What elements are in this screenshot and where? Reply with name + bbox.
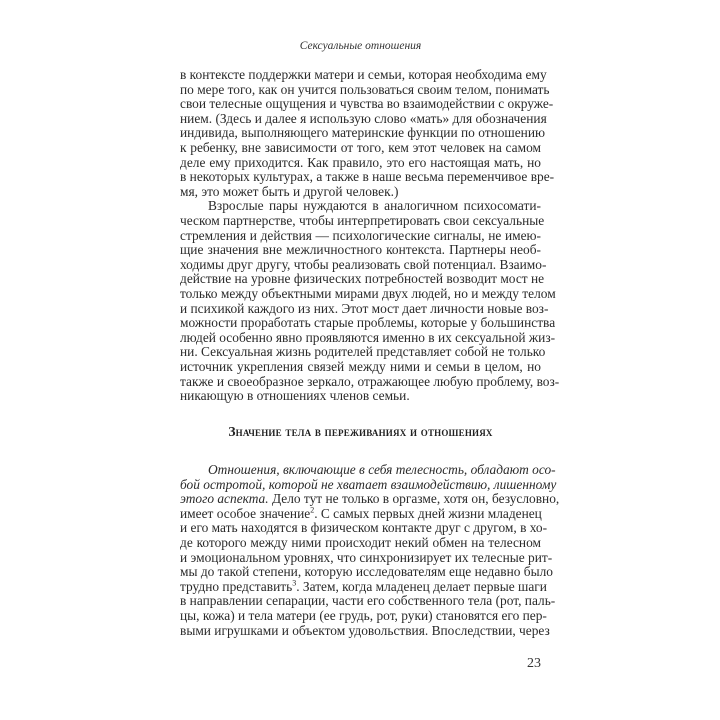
paragraph-2 xyxy=(180,198,560,404)
text-line: никающую в отношениях членов семьи. xyxy=(180,388,410,404)
section-heading: Значение тела в переживаниях и отношениях xyxy=(228,424,493,439)
text-line: действие на уровне физических потребностей возводит мост не xyxy=(180,271,545,287)
text-line: индивида, выполняющего материнские функции по отношению xyxy=(180,125,546,141)
text-line xyxy=(180,507,541,522)
book-page xyxy=(180,0,560,720)
text-line: нием. (Здесь и далее я использую слово «мать» для обозначения xyxy=(180,110,547,126)
text-line: и эмоциональном уровнях, что синхронизирует их телесные рит- xyxy=(180,549,553,565)
text-fragment: . С самых первых дней жизни младенец xyxy=(314,505,542,521)
text-line: можности проработать старые проблемы, которые у большинства xyxy=(180,315,556,331)
paragraph-3 xyxy=(180,462,560,638)
text-line: мы до такой степени, которую исследователям еще недавно было xyxy=(180,564,553,580)
page-number: 23 xyxy=(527,656,541,671)
text-line: и его мать находятся в физическом контакте друг с другом, в хо- xyxy=(180,520,548,536)
text-line: в направлении сепарации, части его собственного тела (рот, паль- xyxy=(180,593,556,609)
text-line: бой остротой, которой не хватает взаимодействию, лишенному xyxy=(180,476,557,492)
text-line: де которого между ними происходит некий обмен на телесном xyxy=(180,534,541,550)
text-line: стремления и действия — психологические сигналы, не имею- xyxy=(180,227,541,243)
paragraph-1 xyxy=(180,67,555,199)
text-fragment: . Затем, когда младенец делает первые шаги xyxy=(296,578,547,594)
text-line xyxy=(180,578,547,595)
text-line: и психикой каждого из них. Этот мост дает личности новые воз- xyxy=(180,300,549,316)
text-fragment: трудно представить xyxy=(180,578,293,594)
text-line: выми игрушками и объектом удовольствия. Впоследствии, через xyxy=(180,622,550,638)
text-line: мя, это может быть и другой человек.) xyxy=(180,183,399,199)
italic-fragment: этого аспекта. xyxy=(180,491,269,507)
text-line: ческом партнерстве, чтобы интерпретировать свои сексуальные xyxy=(180,212,545,228)
text-line: также и своеобразное зеркало, отражающее любую проблему, воз- xyxy=(180,373,560,389)
text-line: ни. Сексуальная жизнь родителей представляет собой не только xyxy=(180,344,546,360)
text-line: щие значения вне межличностного контекста. Партнеры необ- xyxy=(180,242,541,258)
text-fragment: имеет особое значение xyxy=(180,505,311,521)
text-line xyxy=(180,491,560,507)
text-fragment: Дело тут не только в оргазме, хотя он, безусловно, xyxy=(268,491,560,507)
text-line: Отношения, включающие в себя телесность, обладают осо- xyxy=(208,462,556,477)
text-line: людей особенно явно проявляются именно в их сексуальной жиз- xyxy=(180,329,556,345)
text-line: источник укрепления связей между ними и семьи в целом, но xyxy=(180,358,541,374)
text-line: к ребенку, вне зависимости от того, кем этот человек на самом xyxy=(180,139,541,155)
text-line: ходимы друг другу, чтобы реализовать свой потенциал. Взаимо- xyxy=(180,256,547,272)
text-line: цы, кожа) и тела матери (ее грудь, рот, руки) становятся его пер- xyxy=(180,607,547,623)
footnote-ref-2[interactable]: 2 xyxy=(310,505,315,515)
text-line: по мере того, как он учится пользоваться своим телом, понимать xyxy=(180,81,550,97)
footnote-ref-3[interactable]: 3 xyxy=(292,578,297,588)
text-line: свои телесные ощущения и чувства во взаимодействии с окруже- xyxy=(180,96,554,112)
text-line: деле ему приходится. Как правило, это его настоящая мать, но xyxy=(180,154,541,170)
running-head: Сексуальные отношения xyxy=(299,40,422,52)
text-line: только между объектными мирами двух людей, но и между телом xyxy=(180,285,556,301)
text-line: в некоторых культурах, а также в наше весьма переменчивое вре- xyxy=(180,169,555,185)
text-line: в контексте поддержки матери и семьи, которая необходима ему xyxy=(180,67,547,82)
text-line: Взрослые пары нуждаются в аналогичном психосомати- xyxy=(208,198,541,214)
